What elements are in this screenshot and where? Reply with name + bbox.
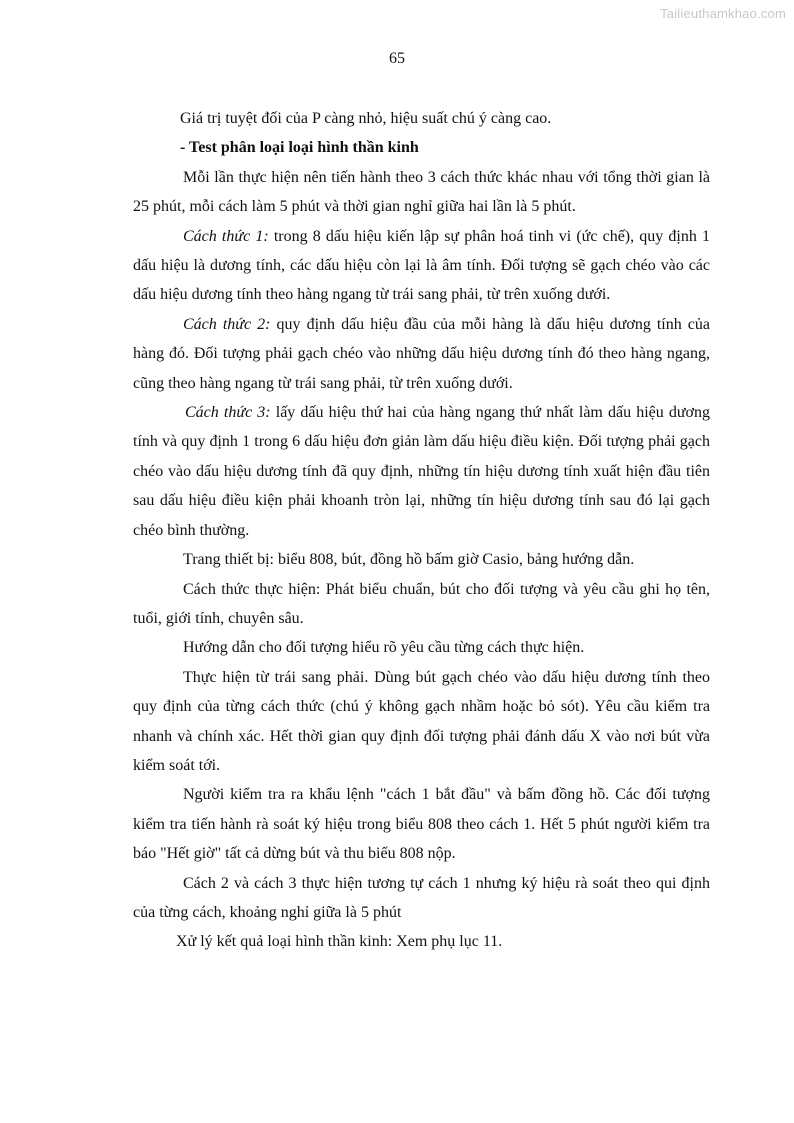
paragraph-text: lấy dấu hiệu thứ hai của hàng ngang thứ nhất làm dấu hiệu dương tính và quy định 1 trong 6 dấu hiệu đơn giản làm dấu hiệu điều kiện. Đối tượng phải gạch chéo vào dấu hiệu dương tính đã quy định, những tín hiệu dương tính xuất hiện đầu tiên sau dấu hiệu điều kiện phải khoanh tròn lại, những tín hiệu dương tính sau đó lại gạch chéo bình thường.	[133, 404, 711, 539]
paragraph: Mỗi lần thực hiện nên tiến hành theo 3 cách thức khác nhau với tổng thời gian là 25 phút, mỗi cách làm 5 phút và thời gian nghỉ giữa hai lần là 5 phút.	[133, 168, 710, 216]
paragraph: Trang thiết bị: biểu 808, bút, đồng hồ bấm giờ Casio, bảng hướng dẫn.	[183, 551, 635, 569]
method-label: Cách thức 3:	[185, 404, 271, 422]
paragraph-text: quy định dấu hiệu đầu của mỗi hàng là dấu hiệu dương tính của hàng đó. Đối tượng phải gạch chéo vào những dấu hiệu dương tính đó theo hàng ngang, cũng theo hàng ngang từ trái sang phải, từ trên xuống dưới.	[133, 315, 711, 392]
page-number: 65	[389, 50, 405, 67]
paragraph: Giá trị tuyệt đối của P càng nhỏ, hiệu suất chú ý càng cao.	[180, 110, 552, 127]
section-heading	[133, 133, 710, 162]
method-label: Cách thức 2:	[183, 315, 271, 333]
paragraph	[133, 310, 710, 398]
section-heading-text: - Test phân loại loại hình thần kinh	[180, 139, 419, 157]
paragraph: Người kiểm tra ra khẩu lệnh "cách 1 bắt đầu" và bấm đồng hồ. Các đối tượng kiểm tra tiến hành rà soát ký hiệu trong biểu 808 theo cách 1. Hết 5 phút người kiểm tra báo "Hết giờ" tất cả dừng bút và thu biểu 808 nộp.	[133, 786, 710, 863]
document-body	[133, 104, 710, 957]
method-label: Cách thức 1:	[183, 227, 269, 245]
paragraph: Cách thức thực hiện: Phát biểu chuẩn, bút cho đối tượng và yêu cầu ghi họ tên, tuổi, giới tính, chuyên sâu.	[133, 580, 710, 627]
watermark: Tailieuthamkhao.com	[660, 6, 786, 21]
paragraph-text: trong 8 dấu hiệu kiến lập sự phân hoá tinh vi (ức chế), quy định 1 dấu hiệu là dương tính, các dấu hiệu còn lại là âm tính. Đối tượng sẽ gạch chéo vào các dấu hiệu dương tính theo hàng ngang từ trái sang phải, từ trên xuống dưới.	[133, 227, 711, 304]
paragraph: Thực hiện từ trái sang phải. Dùng bút gạch chéo vào dấu hiệu dương tính theo quy định của từng cách thức (chú ý không gạch nhầm hoặc bỏ sót). Yêu cầu kiểm tra nhanh và chính xác. Hết thời gian quy định đối tượng phải đánh dấu X vào nơi bút vừa kiểm soát tới.	[133, 668, 710, 774]
paragraph: Cách 2 và cách 3 thực hiện tương tự cách 1 nhưng ký hiệu rà soát theo qui định của từng cách, khoảng nghỉ giữa là 5 phút	[133, 874, 710, 921]
paragraph: Xử lý kết quả loại hình thần kinh: Xem phụ lục 11.	[176, 933, 503, 951]
paragraph	[133, 398, 710, 545]
paragraph	[133, 222, 710, 310]
paragraph: Hướng dẫn cho đối tượng hiểu rõ yêu cầu từng cách thực hiện.	[183, 639, 585, 657]
